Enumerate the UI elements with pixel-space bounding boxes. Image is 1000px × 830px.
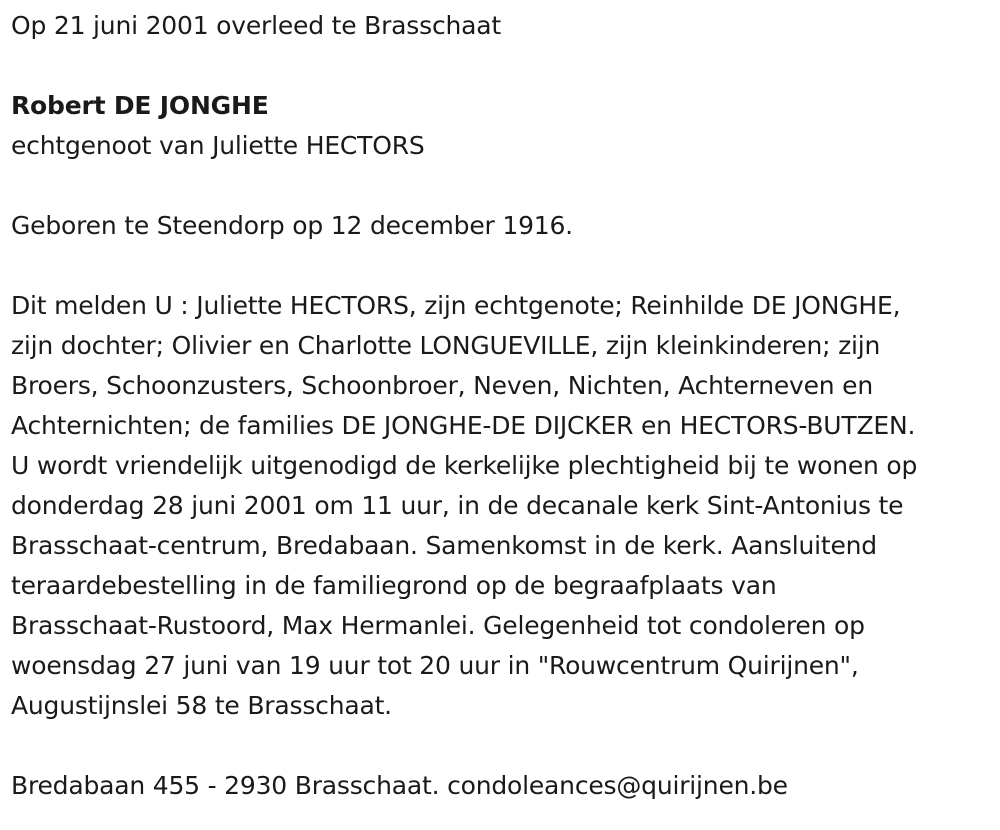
announcement-line: Brasschaat-centrum, Bredabaan. Samenkomst in de kerk. Aansluitend — [11, 531, 877, 560]
birth-line: Geboren te Steendorp op 12 december 1916. — [11, 211, 573, 240]
announcement-line: Achternichten; de families DE JONGHE-DE DIJCKER en HECTORS-BUTZEN. — [11, 411, 916, 440]
spacer — [11, 246, 996, 286]
spacer — [11, 726, 996, 766]
announcement-line: donderdag 28 juni 2001 om 11 uur, in de decanale kerk Sint-Antonius te — [11, 491, 904, 520]
announcement-line: Augustijnslei 58 te Brasschaat. — [11, 691, 392, 720]
announcement-line: Dit melden U : Juliette HECTORS, zijn echtgenote; Reinhilde DE JONGHE, — [11, 291, 901, 320]
announcement-line: teraardebestelling in de familiegrond op de begraafplaats van — [11, 571, 777, 600]
announcement-line: Broers, Schoonzusters, Schoonbroer, Neven, Nichten, Achterneven en — [11, 371, 874, 400]
announcement-line: U wordt vriendelijk uitgenodigd de kerkelijke plechtigheid bij te wonen op — [11, 451, 918, 480]
contact-line: Bredabaan 455 - 2930 Brasschaat. condoleances@quirijnen.be — [11, 771, 788, 800]
obituary-document — [11, 6, 996, 806]
spacer — [11, 166, 996, 206]
announcement-line: Brasschaat-Rustoord, Max Hermanlei. Gelegenheid tot condoleren op — [11, 611, 865, 640]
deceased-name: Robert DE JONGHE — [11, 91, 269, 120]
announcement-line: zijn dochter; Olivier en Charlotte LONGUEVILLE, zijn kleinkinderen; zijn — [11, 331, 881, 360]
announcement-paragraph — [11, 286, 996, 726]
intro-line: Op 21 juni 2001 overleed te Brasschaat — [11, 11, 501, 40]
spouse-line: echtgenoot van Juliette HECTORS — [11, 131, 425, 160]
spacer — [11, 46, 996, 86]
announcement-line: woensdag 27 juni van 19 uur tot 20 uur in "Rouwcentrum Quirijnen", — [11, 651, 859, 680]
